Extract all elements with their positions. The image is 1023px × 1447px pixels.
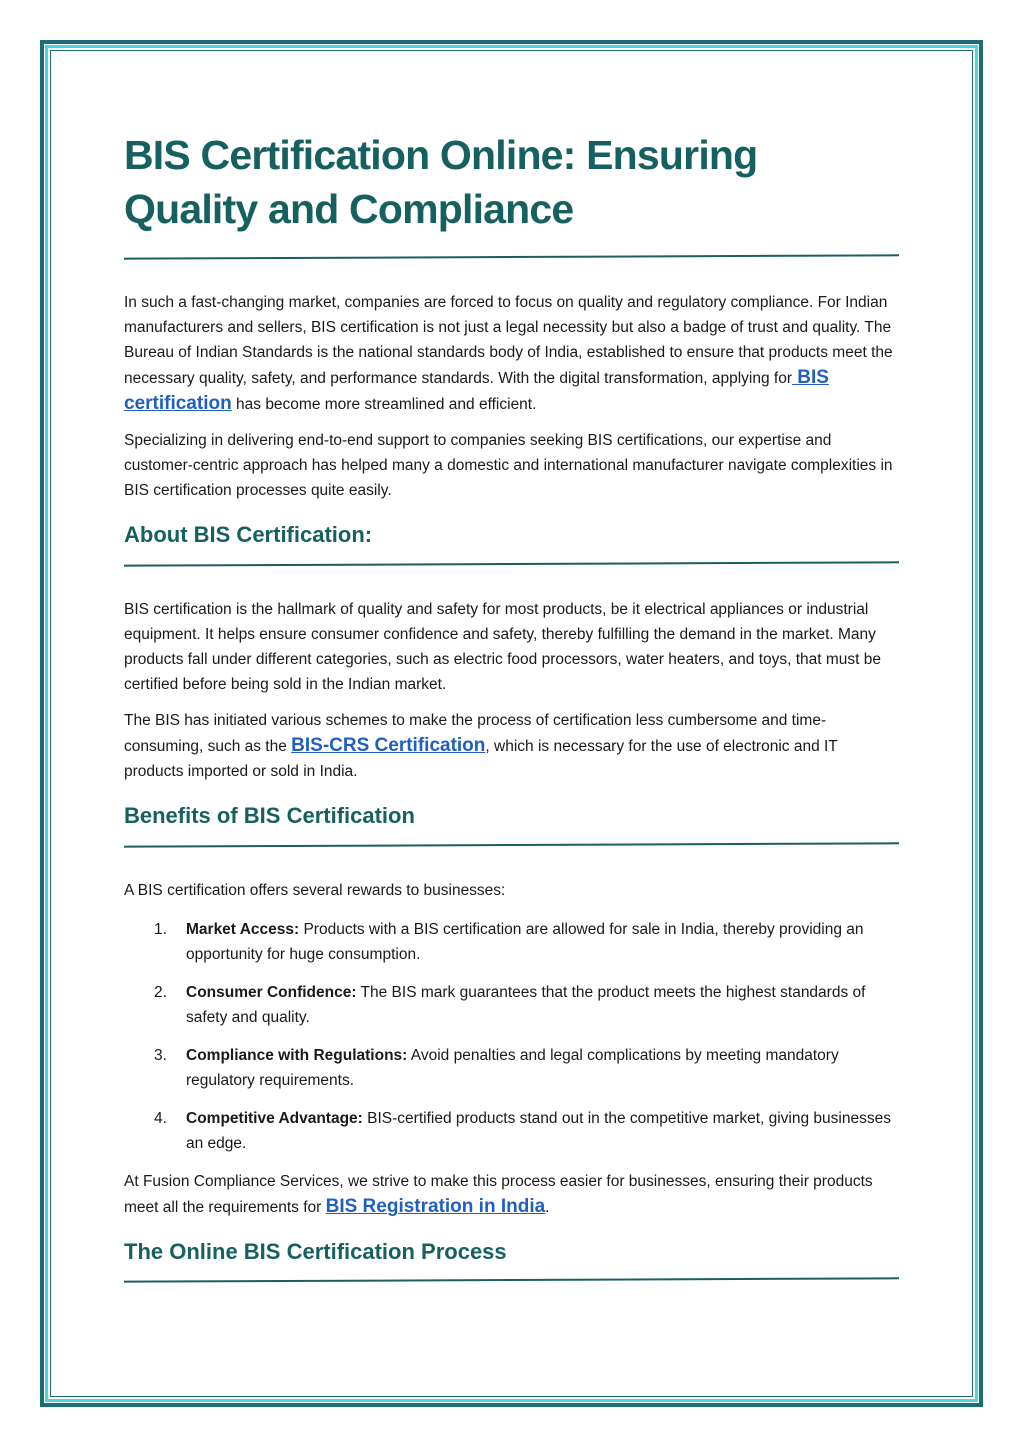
list-item-label: Competitive Advantage: bbox=[186, 1110, 363, 1127]
intro-paragraph-2: Specializing in delivering end-to-end support to companies seeking BIS certifications, our expertise and customer-centric approach has helped many a domestic and international manufacturer navigate complexities in BIS certification processes quite easily. bbox=[124, 432, 893, 499]
about-paragraph-1: BIS certification is the hallmark of quality and safety for most products, be it electrical appliances or industrial equipment. It helps ensure consumer confidence and safety, thereby fulfilling the demand in the market. Many products fall under different categories, such as electric food processors, water heaters, and toys, that must be certified before being sold in the Indian market. bbox=[124, 601, 882, 693]
about-heading: About BIS Certification: bbox=[124, 522, 373, 547]
list-item bbox=[154, 1106, 899, 1156]
list-item-label: Market Access: bbox=[186, 921, 300, 938]
intro-text-before-link: In such a fast-changing market, companies are forced to focus on quality and regulatory compliance. For Indian manufacturers and sellers, BIS certification is not just a legal necessity but also a badge of trust and quality. The Bureau of Indian Standards is the national standards body of India, established to ensure that products meet the necessary quality, safety, and performance standards. With the digital transformation, applying for bbox=[124, 294, 893, 387]
about-text-before-link: The BIS has initiated various schemes to make the process of certification less cumbersome and time-consuming, such as the bbox=[124, 712, 827, 755]
list-item-number: 2. bbox=[154, 984, 167, 1001]
intro-text-after-link: has become more streamlined and efficient. bbox=[236, 396, 537, 413]
document-body bbox=[124, 128, 899, 1281]
benefits-list bbox=[124, 917, 899, 1156]
about-paragraph-2 bbox=[124, 708, 899, 784]
about-text-after-link: , which is necessary for the use of electronic and IT products imported or sold in India. bbox=[124, 738, 838, 780]
title-divider bbox=[124, 254, 899, 259]
list-item-label: Compliance with Regulations: bbox=[186, 1047, 408, 1064]
benefits-closing bbox=[124, 1169, 899, 1220]
process-heading: The Online BIS Certification Process bbox=[124, 1239, 507, 1264]
benefits-divider bbox=[124, 842, 899, 847]
bis-crs-certification-link[interactable]: BIS-CRS Certification bbox=[291, 735, 486, 756]
list-item bbox=[154, 980, 899, 1030]
list-item-number: 3. bbox=[154, 1047, 167, 1064]
list-item bbox=[154, 1043, 899, 1093]
list-item-text: Products with a BIS certification are allowed for sale in India, thereby providing an opportunity for huge consumption. bbox=[186, 921, 864, 963]
benefits-heading: Benefits of BIS Certification bbox=[124, 803, 415, 828]
page-title: BIS Certification Online: Ensuring Quality and Compliance bbox=[124, 132, 758, 232]
intro-paragraph-1 bbox=[124, 290, 899, 417]
closing-text-before-link: At Fusion Compliance Services, we strive to make this process easier for businesses, ensuring their products meet all the requirements for bbox=[124, 1173, 873, 1216]
bis-certification-link[interactable]: BIS certification bbox=[124, 367, 829, 414]
about-divider bbox=[124, 561, 899, 566]
list-item bbox=[154, 917, 899, 967]
list-item-number: 1. bbox=[154, 921, 167, 938]
benefits-intro: A BIS certification offers several rewards to businesses: bbox=[124, 882, 506, 899]
closing-text-after-link: . bbox=[545, 1199, 550, 1216]
list-item-number: 4. bbox=[154, 1110, 167, 1127]
bis-registration-india-link[interactable]: BIS Registration in India bbox=[325, 1196, 546, 1217]
list-item-text: Avoid penalties and legal complications by meeting mandatory regulatory requirements. bbox=[186, 1047, 839, 1089]
list-item-text: The BIS mark guarantees that the product meets the highest standards of safety and quality. bbox=[186, 984, 866, 1026]
list-item-text: BIS-certified products stand out in the competitive market, giving businesses an edge. bbox=[186, 1110, 891, 1152]
list-item-label: Consumer Confidence: bbox=[186, 984, 357, 1001]
